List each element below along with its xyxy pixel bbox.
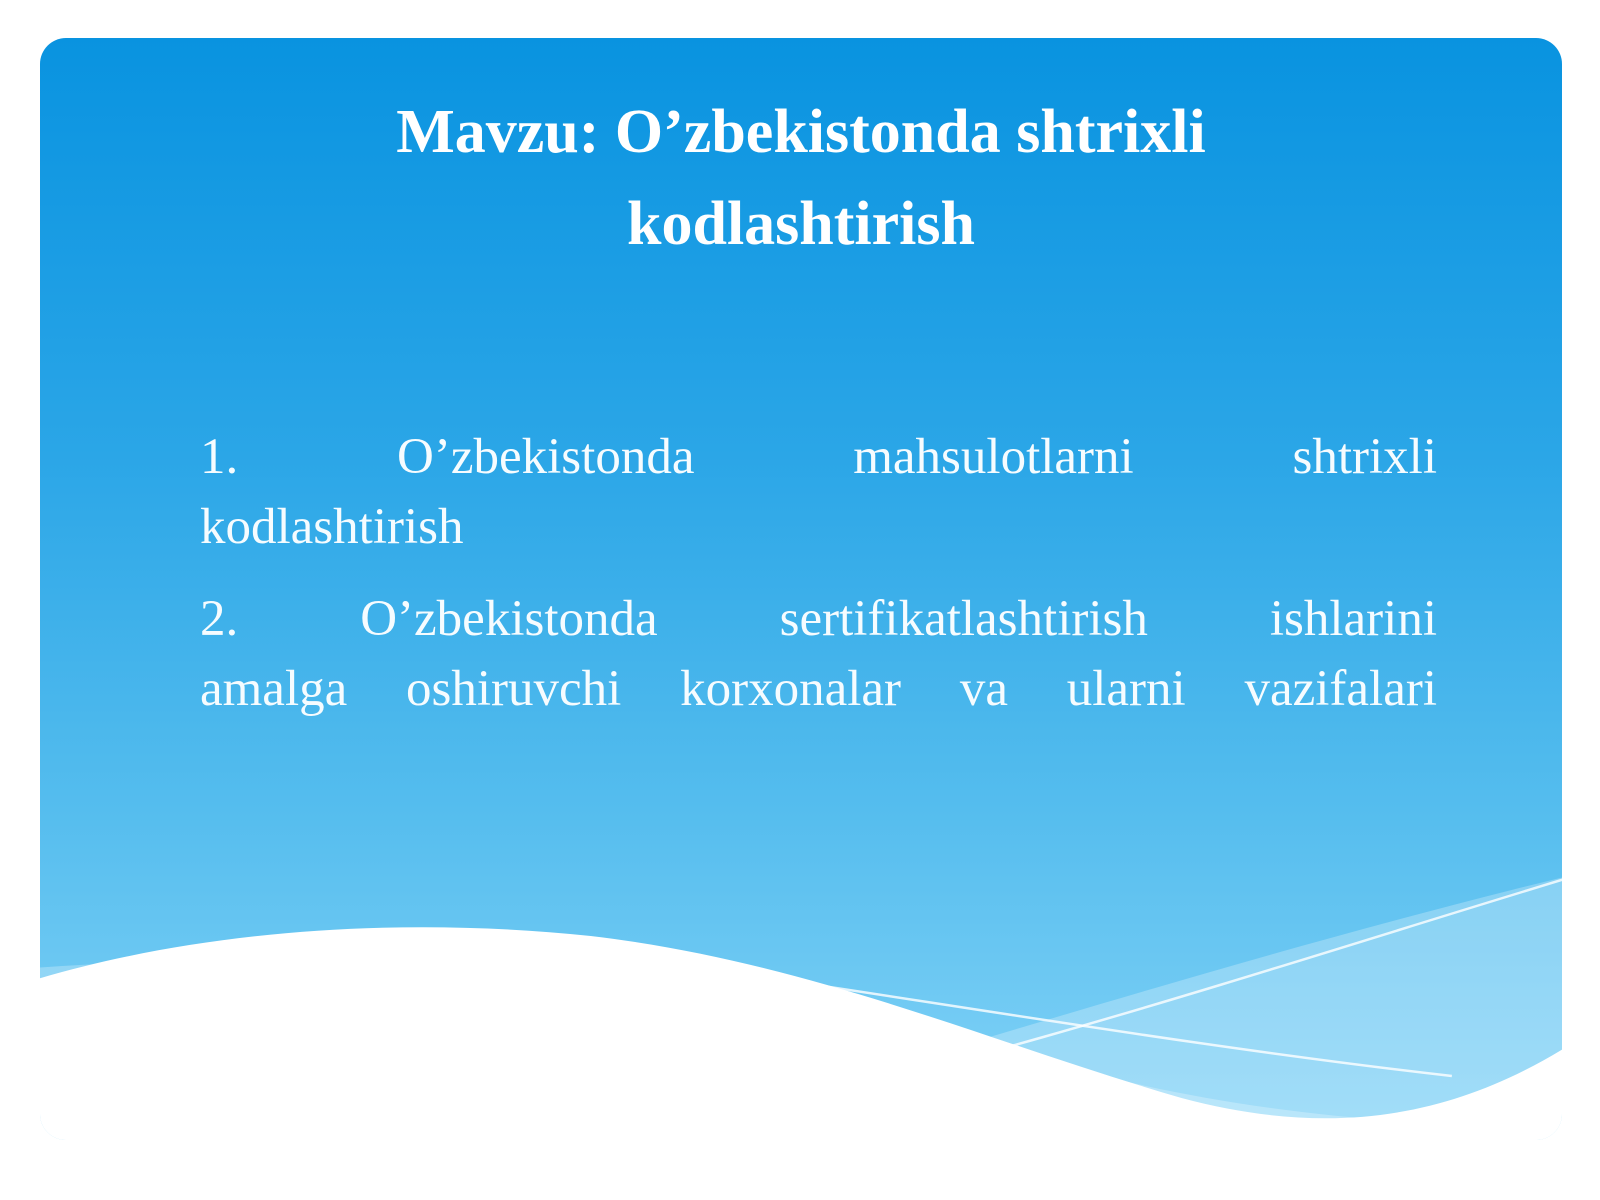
wave-white-foreground	[40, 927, 1562, 1140]
wave-line-ascending	[681, 878, 1562, 1128]
title-line-2: kodlashtirish	[626, 190, 976, 258]
slide-title	[40, 38, 1562, 270]
list-item-2-line-2: amalga oshiruvchi korxonalar va ularni vazifalari	[200, 661, 1437, 717]
title-line-1: Mavzu: O’zbekistonda shtrixli	[396, 98, 1206, 166]
wave-band-ascending	[601, 876, 1562, 1140]
slide	[40, 38, 1562, 1140]
list-item-1-line-1: 1. O’zbekistonda mahsulotlarni shtrixli	[200, 429, 1437, 485]
list-item-2	[200, 584, 1437, 724]
list-item-2-line-1: 2. O’zbekistonda sertifikatlashtirish ishlarini	[200, 591, 1437, 647]
slide-body	[40, 422, 1562, 724]
wave-band-descending	[40, 960, 1562, 1140]
wave-line-descending	[421, 931, 1452, 1076]
list-item-1-line-2: kodlashtirish	[200, 499, 464, 555]
list-item-1	[200, 422, 1437, 562]
